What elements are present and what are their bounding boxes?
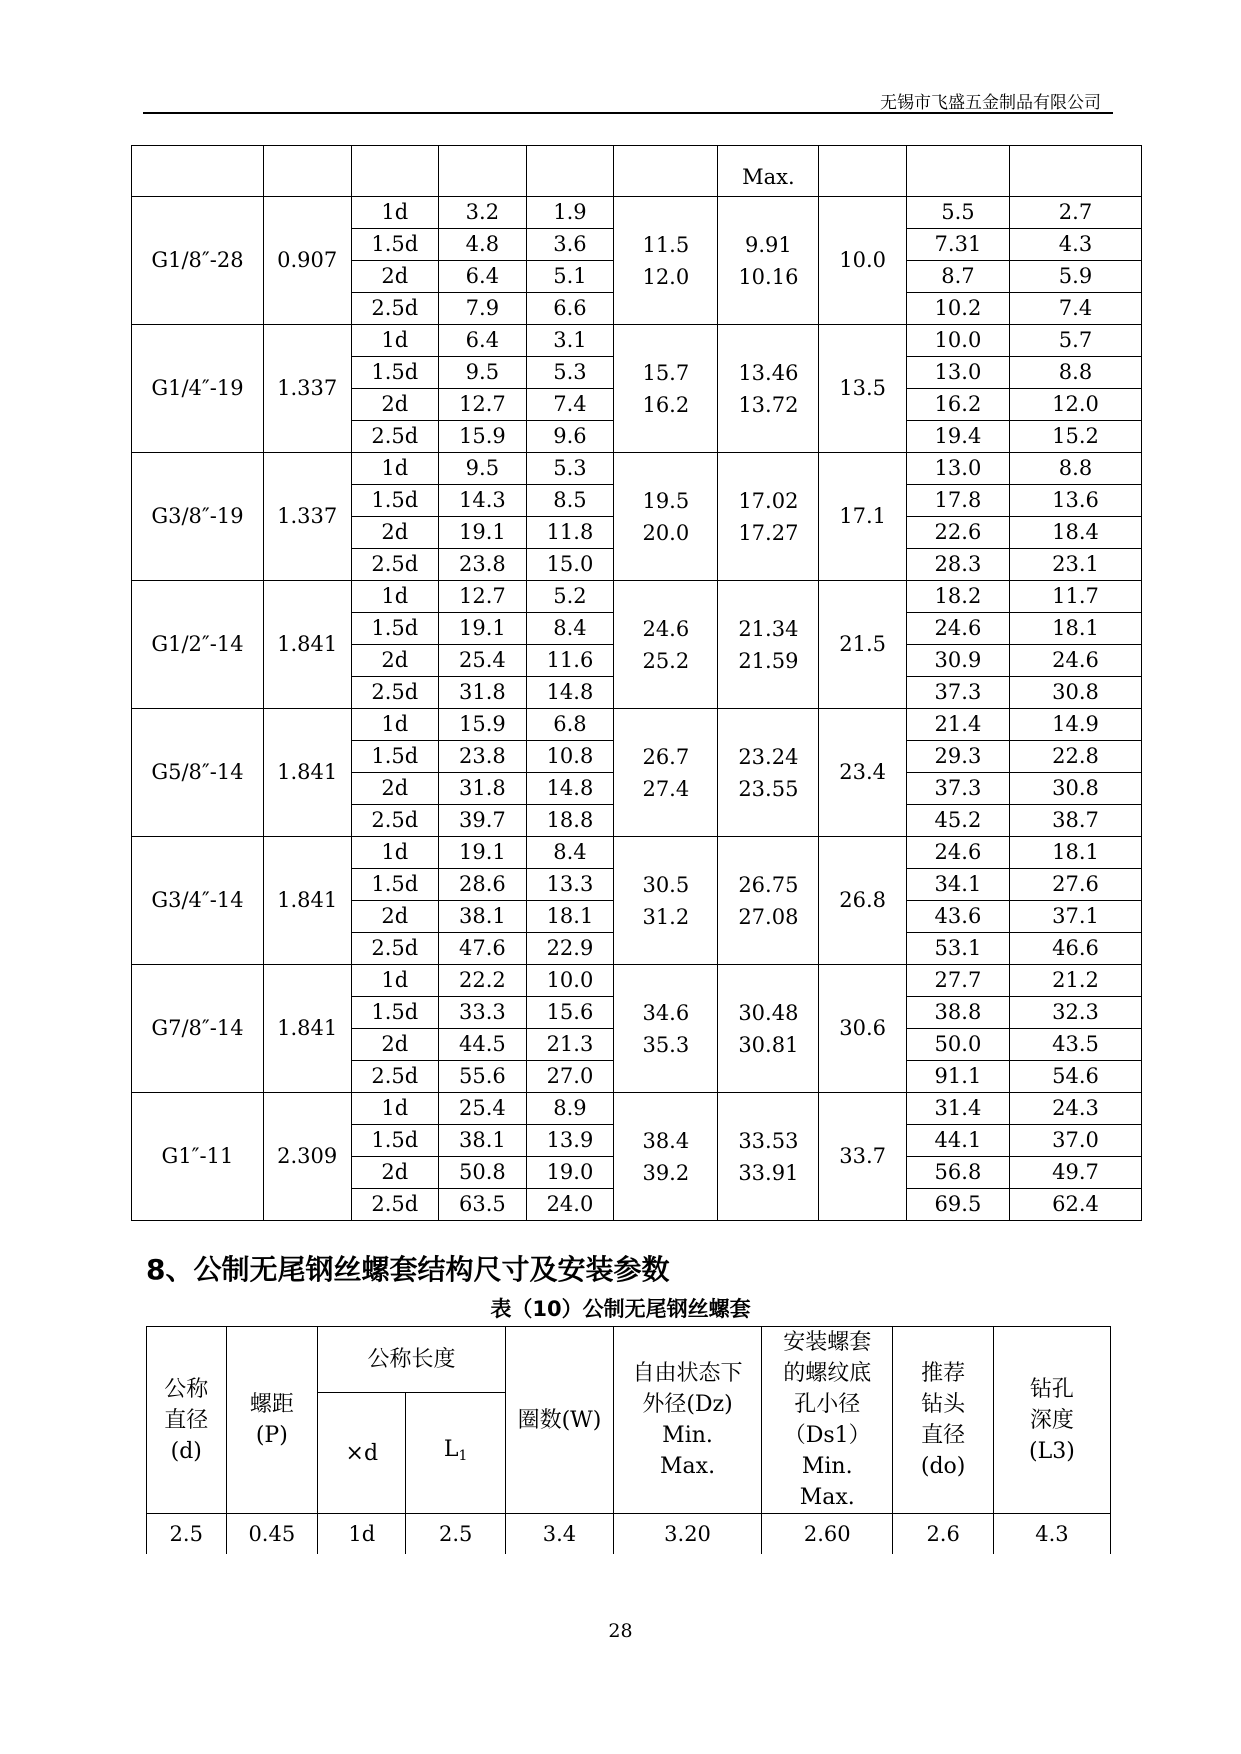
cell-depth-b: 37.1 (1009, 901, 1141, 933)
cell-free-diameter: 15.7 16.2 (614, 325, 718, 453)
cell-tap-minor-diameter: 23.24 23.55 (718, 709, 819, 837)
cell-tap-minor-diameter: 26.75 27.08 (718, 837, 819, 965)
table-row (132, 837, 1142, 869)
cell-depth-a: 5.5 (906, 197, 1009, 229)
cell-coils: 11.6 (526, 645, 614, 677)
cell-depth-a: 44.1 (906, 1125, 1009, 1157)
cell-depth-b: 4.3 (1009, 229, 1141, 261)
cell-depth-b: 30.8 (1009, 677, 1141, 709)
cell-depth-a: 27.7 (906, 965, 1009, 997)
cell-coils: 6.6 (526, 293, 614, 325)
cell-length: 19.1 (439, 517, 527, 549)
cell-length: 4.8 (439, 229, 527, 261)
header-pitch: 螺距 (P) (226, 1327, 318, 1514)
cell-drill-diameter: 21.5 (819, 581, 907, 709)
cell-coils: 6.8 (526, 709, 614, 741)
cell-length: 23.8 (439, 741, 527, 773)
header-l1 (406, 1393, 505, 1514)
cell-length-multiple: 2.5d (351, 1061, 439, 1093)
cell-thread-size: G1/4″-19 (132, 325, 264, 453)
cell-length: 44.5 (439, 1029, 527, 1061)
cell-length-multiple: 1d (351, 709, 439, 741)
cell-length-multiple: 2.5d (351, 1189, 439, 1221)
header-nominal-diameter: 公称 直径 (d) (147, 1327, 227, 1514)
cell-depth-a: 50.0 (906, 1029, 1009, 1061)
cell-drill-diameter: 13.5 (819, 325, 907, 453)
cell-free-diameter: 34.6 35.3 (614, 965, 718, 1093)
cell-length-multiple: 1d (351, 197, 439, 229)
cell-depth-a: 34.1 (906, 869, 1009, 901)
cell-pitch: 1.841 (263, 581, 351, 709)
cell-length-multiple: 2d (351, 901, 439, 933)
cell-coils: 5.2 (526, 581, 614, 613)
cell-l1: 2.5 (406, 1514, 505, 1555)
cell-length: 28.6 (439, 869, 527, 901)
cell-depth-a: 19.4 (906, 421, 1009, 453)
cell-coils: 5.1 (526, 261, 614, 293)
cell-free-od: 3.20 (614, 1514, 762, 1555)
cell-length: 19.1 (439, 837, 527, 869)
header-cell (351, 146, 439, 197)
cell-depth-b: 18.1 (1009, 613, 1141, 645)
cell-tap-minor-diameter: 30.48 30.81 (718, 965, 819, 1093)
cell-free-diameter: 11.5 12.0 (614, 197, 718, 325)
cell-depth-a: 37.3 (906, 773, 1009, 805)
header-rule (143, 112, 1113, 114)
header-company-name: 无锡市飞盛五金制品有限公司 (880, 93, 1101, 113)
cell-free-diameter: 30.5 31.2 (614, 837, 718, 965)
cell-depth-a: 37.3 (906, 677, 1009, 709)
cell-length: 47.6 (439, 933, 527, 965)
cell-depth-a: 43.6 (906, 901, 1009, 933)
cell-depth-b: 37.0 (1009, 1125, 1141, 1157)
cell-depth-a: 24.6 (906, 613, 1009, 645)
cell-depth-b: 22.8 (1009, 741, 1141, 773)
header-cell (439, 146, 527, 197)
cell-coils: 27.0 (526, 1061, 614, 1093)
cell-depth-a: 13.0 (906, 357, 1009, 389)
cell-coils: 18.1 (526, 901, 614, 933)
cell-tap-minor: 2.60 (762, 1514, 893, 1555)
cell-depth-b: 24.3 (1009, 1093, 1141, 1125)
cell-coils: 3.1 (526, 325, 614, 357)
cell-free-diameter: 19.5 20.0 (614, 453, 718, 581)
cell-drill-diameter: 26.8 (819, 837, 907, 965)
cell-depth-a: 16.2 (906, 389, 1009, 421)
header-drill: 推荐 钻头 直径 (do) (893, 1327, 993, 1514)
cell-depth-b: 5.9 (1009, 261, 1141, 293)
cell-depth-a: 69.5 (906, 1189, 1009, 1221)
cell-drill-diameter: 23.4 (819, 709, 907, 837)
cell-depth-a: 53.1 (906, 933, 1009, 965)
cell-depth: 4.3 (993, 1514, 1110, 1555)
cell-tap-minor-diameter: 21.34 21.59 (718, 581, 819, 709)
header-depth: 钻孔 深度 (L3) (993, 1327, 1110, 1514)
cell-depth-b: 18.1 (1009, 837, 1141, 869)
cell-length-multiple: 1.5d (351, 485, 439, 517)
cell-length-multiple: 1d (351, 965, 439, 997)
cell-depth-b: 24.6 (1009, 645, 1141, 677)
cell-length-multiple: 2d (351, 1157, 439, 1189)
cell-pitch: 1.841 (263, 837, 351, 965)
cell-coils: 15.0 (526, 549, 614, 581)
header-cell (263, 146, 351, 197)
table-row (132, 1093, 1142, 1125)
cell-depth-a: 10.2 (906, 293, 1009, 325)
cell-length: 9.5 (439, 453, 527, 485)
table-row (132, 709, 1142, 741)
cell-coils: 15.6 (526, 997, 614, 1029)
cell-depth-b: 43.5 (1009, 1029, 1141, 1061)
cell-length-multiple: 2.5d (351, 421, 439, 453)
header-times-d: ×d (318, 1393, 406, 1514)
cell-coils: 8.4 (526, 613, 614, 645)
header-cell: Max. (718, 146, 819, 197)
cell-free-diameter: 24.6 25.2 (614, 581, 718, 709)
cell-depth-a: 38.8 (906, 997, 1009, 1029)
cell-length: 6.4 (439, 325, 527, 357)
cell-free-diameter: 38.4 39.2 (614, 1093, 718, 1221)
cell-length-multiple: 2.5d (351, 677, 439, 709)
cell-length: 38.1 (439, 1125, 527, 1157)
cell-depth-a: 28.3 (906, 549, 1009, 581)
cell-length-multiple: 2.5d (351, 549, 439, 581)
cell-length: 14.3 (439, 485, 527, 517)
cell-depth-b: 27.6 (1009, 869, 1141, 901)
cell-coils: 8.5 (526, 485, 614, 517)
cell-length: 3.2 (439, 197, 527, 229)
cell-length-multiple: 1.5d (351, 613, 439, 645)
cell-thread-size: G1″-11 (132, 1093, 264, 1221)
cell-length-multiple: 2.5d (351, 933, 439, 965)
cell-coils: 9.6 (526, 421, 614, 453)
cell-coils: 14.8 (526, 773, 614, 805)
cell-length: 25.4 (439, 1093, 527, 1125)
table-caption: 表（10）公制无尾钢丝螺套 (490, 1297, 751, 1321)
cell-drill-diameter: 33.7 (819, 1093, 907, 1221)
cell-pitch: 2.309 (263, 1093, 351, 1221)
cell-length: 12.7 (439, 581, 527, 613)
cell-tap-minor-diameter: 33.53 33.91 (718, 1093, 819, 1221)
cell-coils: 1.9 (526, 197, 614, 229)
cell-coils: 3.6 (526, 229, 614, 261)
cell-tap-minor-diameter: 17.02 17.27 (718, 453, 819, 581)
table-header-row (132, 146, 1142, 197)
cell-depth-b: 11.7 (1009, 581, 1141, 613)
table-row (132, 453, 1142, 485)
cell-coils: 13.3 (526, 869, 614, 901)
cell-depth-b: 38.7 (1009, 805, 1141, 837)
cell-length: 7.9 (439, 293, 527, 325)
header-coils: 圈数(W) (505, 1327, 613, 1514)
cell-tap-minor-diameter: 9.91 10.16 (718, 197, 819, 325)
cell-length: 39.7 (439, 805, 527, 837)
cell-thread-size: G3/8″-19 (132, 453, 264, 581)
cell-length-multiple: 2.5d (351, 293, 439, 325)
cell-length: 15.9 (439, 709, 527, 741)
header-l1-main: L (443, 1437, 459, 1463)
cell-depth-b: 12.0 (1009, 389, 1141, 421)
header-cell (1009, 146, 1141, 197)
cell-coils: 10.8 (526, 741, 614, 773)
cell-depth-b: 13.6 (1009, 485, 1141, 517)
cell-length-multiple: 2d (351, 517, 439, 549)
cell-coils: 8.9 (526, 1093, 614, 1125)
cell-length-multiple: 1.5d (351, 229, 439, 261)
cell-length-multiple: 1d (351, 581, 439, 613)
cell-depth-a: 22.6 (906, 517, 1009, 549)
cell-depth-b: 46.6 (1009, 933, 1141, 965)
cell-drill: 2.6 (893, 1514, 993, 1555)
cell-length-multiple: 2d (351, 261, 439, 293)
cell-depth-a: 13.0 (906, 453, 1009, 485)
header-l1-sub: 1 (458, 1448, 468, 1465)
table-row (132, 965, 1142, 997)
cell-depth-a: 24.6 (906, 837, 1009, 869)
cell-pitch: 1.337 (263, 325, 351, 453)
cell-depth-a: 31.4 (906, 1093, 1009, 1125)
cell-depth-a: 7.31 (906, 229, 1009, 261)
cell-length-multiple: 2d (351, 645, 439, 677)
cell-depth-a: 30.9 (906, 645, 1009, 677)
cell-length: 19.1 (439, 613, 527, 645)
cell-length-multiple: 1d (351, 325, 439, 357)
cell-length: 12.7 (439, 389, 527, 421)
cell-pitch: 0.45 (226, 1514, 318, 1555)
cell-depth-b: 14.9 (1009, 709, 1141, 741)
cell-times-d: 1d (318, 1514, 406, 1555)
cell-coils: 11.8 (526, 517, 614, 549)
cell-coils: 5.3 (526, 357, 614, 389)
page-number: 28 (608, 1620, 633, 1642)
header-nominal-length: 公称长度 (318, 1327, 506, 1393)
cell-depth-a: 18.2 (906, 581, 1009, 613)
cell-depth-a: 56.8 (906, 1157, 1009, 1189)
cell-depth-a: 45.2 (906, 805, 1009, 837)
cell-pitch: 0.907 (263, 197, 351, 325)
cell-length: 38.1 (439, 901, 527, 933)
cell-length-multiple: 1d (351, 453, 439, 485)
cell-length: 25.4 (439, 645, 527, 677)
cell-length-multiple: 1d (351, 1093, 439, 1125)
cell-depth-b: 8.8 (1009, 453, 1141, 485)
cell-coils: 5.3 (526, 453, 614, 485)
cell-depth-b: 30.8 (1009, 773, 1141, 805)
cell-length-multiple: 1.5d (351, 869, 439, 901)
cell-coils: 18.8 (526, 805, 614, 837)
cell-coils: 22.9 (526, 933, 614, 965)
cell-length: 50.8 (439, 1157, 527, 1189)
table-row (132, 581, 1142, 613)
cell-thread-size: G1/2″-14 (132, 581, 264, 709)
cell-length-multiple: 1.5d (351, 997, 439, 1029)
cell-length: 63.5 (439, 1189, 527, 1221)
cell-length: 33.3 (439, 997, 527, 1029)
cell-length-multiple: 2d (351, 389, 439, 421)
header-cell (819, 146, 907, 197)
cell-drill-diameter: 17.1 (819, 453, 907, 581)
header-free-od: 自由状态下 外径(Dz) Min. Max. (614, 1327, 762, 1514)
table-row (132, 325, 1142, 357)
section-title: 8、公制无尾钢丝螺套结构尺寸及安装参数 (146, 1253, 670, 1286)
cell-length: 9.5 (439, 357, 527, 389)
cell-depth-b: 62.4 (1009, 1189, 1141, 1221)
cell-depth-a: 21.4 (906, 709, 1009, 741)
cell-depth-a: 17.8 (906, 485, 1009, 517)
header-cell (132, 146, 264, 197)
table-row (132, 197, 1142, 229)
cell-pitch: 1.841 (263, 965, 351, 1093)
cell-length: 6.4 (439, 261, 527, 293)
cell-depth-b: 54.6 (1009, 1061, 1141, 1093)
cell-coils: 14.8 (526, 677, 614, 709)
cell-coils: 24.0 (526, 1189, 614, 1221)
cell-depth-b: 15.2 (1009, 421, 1141, 453)
table-row (147, 1514, 1111, 1555)
cell-thread-size: G7/8″-14 (132, 965, 264, 1093)
cell-thread-size: G1/8″-28 (132, 197, 264, 325)
cell-depth-b: 2.7 (1009, 197, 1141, 229)
cell-nominal-diameter: 2.5 (147, 1514, 227, 1555)
cell-coils: 19.0 (526, 1157, 614, 1189)
cell-coils: 10.0 (526, 965, 614, 997)
cell-depth-b: 7.4 (1009, 293, 1141, 325)
cell-thread-size: G3/4″-14 (132, 837, 264, 965)
metric-insert-table (146, 1326, 1111, 1554)
cell-depth-b: 49.7 (1009, 1157, 1141, 1189)
cell-length-multiple: 1.5d (351, 741, 439, 773)
cell-length: 22.2 (439, 965, 527, 997)
cell-length-multiple: 2.5d (351, 805, 439, 837)
header-cell (526, 146, 614, 197)
cell-length-multiple: 2d (351, 773, 439, 805)
cell-depth-a: 91.1 (906, 1061, 1009, 1093)
cell-thread-size: G5/8″-14 (132, 709, 264, 837)
cell-depth-b: 18.4 (1009, 517, 1141, 549)
cell-length: 31.8 (439, 677, 527, 709)
cell-coils: 8.4 (526, 837, 614, 869)
cell-depth-b: 5.7 (1009, 325, 1141, 357)
cell-tap-minor-diameter: 13.46 13.72 (718, 325, 819, 453)
cell-length: 15.9 (439, 421, 527, 453)
cell-length-multiple: 2d (351, 1029, 439, 1061)
header-tap-minor: 安装螺套 的螺纹底 孔小径 （Ds1） Min. Max. (762, 1327, 893, 1514)
continued-spec-table (131, 145, 1142, 1221)
cell-depth-b: 21.2 (1009, 965, 1141, 997)
cell-drill-diameter: 30.6 (819, 965, 907, 1093)
cell-length: 31.8 (439, 773, 527, 805)
cell-coils: 7.4 (526, 389, 614, 421)
cell-depth-b: 32.3 (1009, 997, 1141, 1029)
cell-drill-diameter: 10.0 (819, 197, 907, 325)
cell-length: 23.8 (439, 549, 527, 581)
cell-coils: 21.3 (526, 1029, 614, 1061)
cell-coils: 3.4 (505, 1514, 613, 1555)
cell-length: 55.6 (439, 1061, 527, 1093)
cell-length-multiple: 1.5d (351, 1125, 439, 1157)
cell-depth-b: 23.1 (1009, 549, 1141, 581)
cell-length-multiple: 1d (351, 837, 439, 869)
cell-depth-a: 29.3 (906, 741, 1009, 773)
cell-pitch: 1.337 (263, 453, 351, 581)
cell-free-diameter: 26.7 27.4 (614, 709, 718, 837)
header-cell (614, 146, 718, 197)
cell-depth-b: 8.8 (1009, 357, 1141, 389)
cell-length-multiple: 1.5d (351, 357, 439, 389)
cell-depth-a: 10.0 (906, 325, 1009, 357)
cell-coils: 13.9 (526, 1125, 614, 1157)
cell-depth-a: 8.7 (906, 261, 1009, 293)
header-cell (906, 146, 1009, 197)
cell-pitch: 1.841 (263, 709, 351, 837)
